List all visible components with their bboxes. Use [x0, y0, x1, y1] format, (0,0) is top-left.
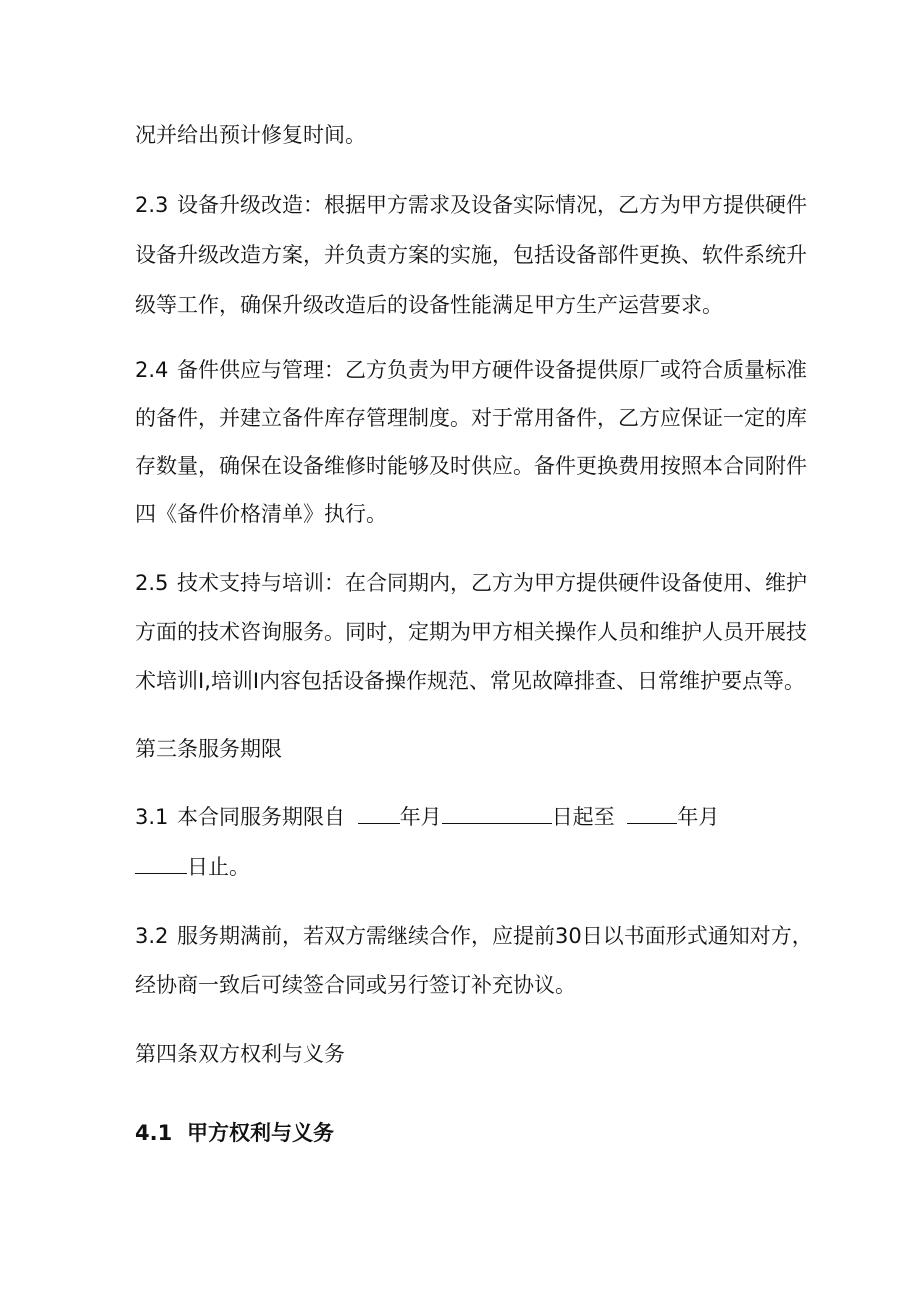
- clause-3-2-line-2: 经协商一致后可续签合同或另行签订补充协议。: [135, 973, 576, 997]
- clause-text: 本合同服务期限自: [177, 805, 345, 829]
- day-blank[interactable]: [135, 855, 187, 874]
- clause-2-5-line-2: 方面的技术咨询服务。同时，定期为甲方相关操作人员和维护人员开展技: [135, 620, 807, 644]
- article-4-heading: 第四条双方权利与义务: [135, 1042, 345, 1066]
- clause-2-3-line-2: 设备升级改造方案，并负责方案的实施，包括设备部件更换、软件系统升: [135, 243, 807, 267]
- clause-2-3-line-1: [135, 190, 807, 220]
- clause-number: 2.3: [135, 193, 169, 217]
- clause-text: 技术支持与培训：在合同期内，乙方为甲方提供硬件设备使用、维护: [177, 571, 807, 595]
- year-blank[interactable]: [627, 805, 677, 824]
- clause-text: 日起至: [551, 805, 615, 829]
- article-3-heading: 第三条服务期限: [135, 737, 282, 761]
- clause-3-1-line-1: [135, 802, 785, 832]
- clause-text: 备件供应与管理：乙方负责为甲方硬件设备提供原厂或符合质量标准: [177, 358, 807, 382]
- clause-number: 3.2: [135, 924, 169, 948]
- clause-2-5-line-3: 术培训I,培训I内容包括设备操作规范、常见故障排查、日常维护要点等。: [135, 669, 806, 693]
- clause-3-2-line-1: [135, 921, 813, 951]
- day-blank[interactable]: [442, 805, 552, 824]
- section-title: 甲方权利与义务: [187, 1121, 334, 1145]
- clause-2-3-line-3: 级等工作，确保升级改造后的设备性能满足甲方生产运营要求。: [135, 293, 723, 317]
- year-blank[interactable]: [358, 805, 400, 824]
- clause-2-5-line-1: [135, 568, 807, 598]
- paragraph-line: 况并给出预计修复时间。: [135, 123, 366, 147]
- clause-2-4-line-3: 存数量，确保在设备维修时能够及时供应。备件更换费用按照本合同附件: [135, 454, 807, 478]
- clause-number: 2.4: [135, 358, 169, 382]
- clause-2-4-line-1: [135, 355, 807, 385]
- clause-text: 年月: [399, 805, 442, 829]
- clause-text: 设备升级改造：根据甲方需求及设备实际情况，乙方为甲方提供硬件: [177, 193, 807, 217]
- clause-2-4-line-4: 四《备件价格清单》执行。: [135, 502, 387, 526]
- clause-3-1-line-2: [135, 852, 785, 882]
- clause-text: 年月: [677, 805, 720, 829]
- clause-number: 2.5: [135, 571, 169, 595]
- section-4-1-heading: [135, 1118, 785, 1148]
- clause-2-4-line-2: 的备件，并建立备件库存管理制度。对于常用备件，乙方应保证一定的库: [135, 406, 807, 430]
- clause-number: 3.1: [135, 805, 169, 829]
- clause-text: 日止。: [187, 855, 250, 879]
- section-number: 4.1: [135, 1121, 173, 1145]
- clause-text: 服务期满前，若双方需继续合作，应提前30日以书面形式通知对方，: [177, 924, 813, 948]
